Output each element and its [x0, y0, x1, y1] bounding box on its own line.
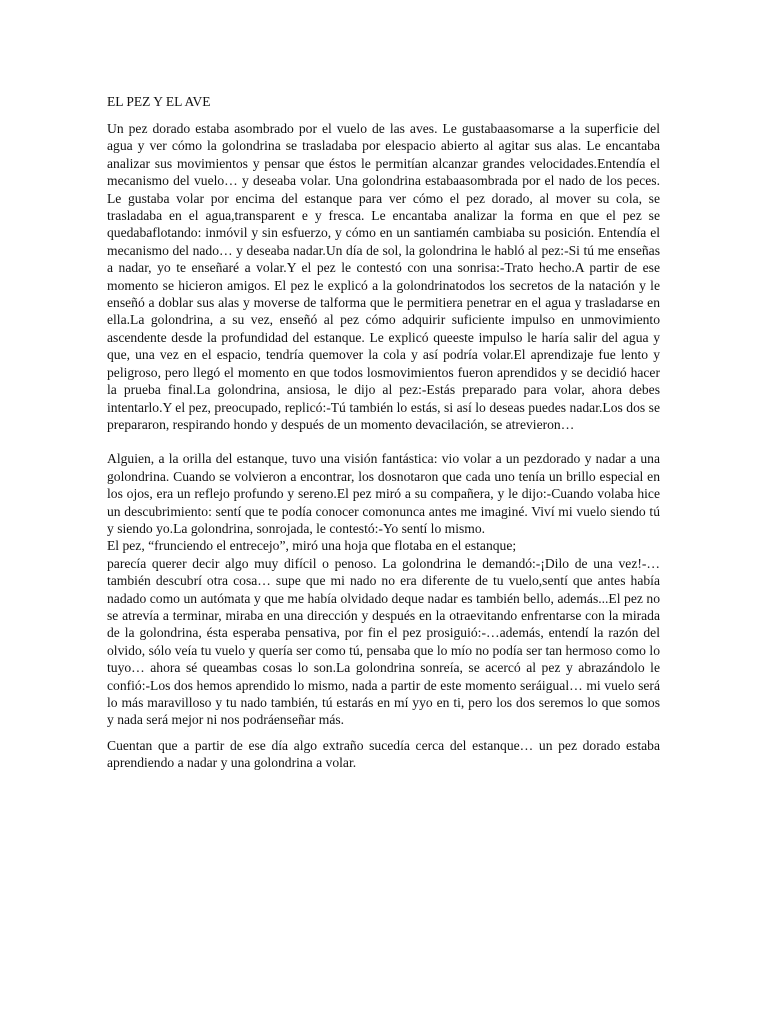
- paragraph-4: parecía querer decir algo muy difícil o penoso. La golondrina le demandó:-¡Dilo de una vez!-…también descubrí otra cosa… supe que mi nado no era diferente de tu vuelo,sentí que antes había nadado como un autómata y que me había olvidado deque nadar es también bello, además...El pez no se atrevía a terminar, miraba en una dirección y después en la otraevitando enfrentarse con la mirada de la golondrina, ésta esperaba pensativa, por fin el pez prosiguió:-…además, entendí la razón del olvido, sólo veía tu vuelo y quería ser como tú, pensaba que lo mío no podía ser tan hermoso como lo tuyo… ahora sé queambas cosas lo son.La golondrina sonreía, se acercó al pez y abrazándolo le confió:-Los dos hemos aprendido lo mismo, nada a partir de este momento seráigual… mi vuelo será lo más maravilloso y tu nado también, tú estarás en mí yyo en ti, pero los dos seremos lo que somos y nada será mejor ni nos podráenseñar más.: [107, 555, 660, 728]
- paragraph-3: El pez, “frunciendo el entrecejo”, miró una hoja que flotaba en el estanque;: [107, 538, 517, 554]
- paragraph-1: Un pez dorado estaba asombrado por el vuelo de las aves. Le gustabaasomarse a la superficie del agua y ver cómo la golondrina se trasladaba por elespacio abierto al agitar sus alas. Le encantaba analizar sus movimientos y pensar que éstos le permitían alcanzar grandes velocidades.Entendía el mecanismo del vuelo… y deseaba volar. Una golondrina estabaasombrada por el nado de los peces. Le gustaba volar por encima del estanque para ver cómo el pez dorado, al mover su cola, se trasladaba en el agua,transparent e y fresca. Le encantaba analizar la forma en que el pez se quedabaflotando: inmóvil y sin esfuerzo, y cómo en un santiamén cambiaba su posición. Entendía el mecanismo del nado… y deseaba nadar.Un día de sol, la golondrina le habló al pez:-Si tú me enseñas a nadar, yo te enseñaré a volar.Y el pez le contestó con una sonrisa:-Trato hecho.A partir de ese momento se hicieron amigos. El pez le explicó a la golondrinatodos los secretos de la natación y le enseñó a doblar sus alas y moverse de talforma que le permitiera penetrar en el agua y trasladarse en ella.La golondrina, a su vez, enseñó al pez cómo adquirir suficiente impulso en unmovimiento ascendente desde la profundidad del estanque. Le explicó queeste impulso le haría salir del agua y que, una vez en el espacio, tendría quemover la cola y así podría volar.El aprendizaje fue lento y peligroso, pero llegó el momento en que todos losmovimientos fueron aprendidos y se decidió hacer la prueba final.La golondrina, ansiosa, le dijo al pez:-Estás preparado para volar, ahora debes intentarlo.Y el pez, preocupado, replicó:-Tú también lo estás, si así lo deseas puedes nadar.Los dos se prepararon, respirando hondo y después de un momento devacilación, se atrevieron…: [107, 121, 660, 432]
- document-page: [107, 92, 660, 772]
- document-title: EL PEZ Y EL AVE: [107, 94, 211, 109]
- paragraph-2: Alguien, a la orilla del estanque, tuvo una visión fantástica: vio volar a un pezdorado y nadar a una golondrina. Cuando se volvieron a encontrar, los dosnotaron que cada uno tenía un brillo especial en los ojos, era un reflejo profundo y sereno.El pez miró a su compañera, y le dijo:-Cuando volaba hice un descubrimiento: sentí que te podía conocer comonunca antes me imaginé. Viví mi vuelo siendo tú y siendo yo.La golondrina, sonrojada, le contestó:-Yo sentí lo mismo.: [107, 451, 660, 536]
- paragraph-spacer: [107, 433, 660, 450]
- paragraph-spacer: [107, 729, 660, 737]
- paragraph-5: Cuentan que a partir de ese día algo extraño sucedía cerca del estanque… un pez dorado estaba aprendiendo a nadar y una golondrina a volar.: [107, 737, 660, 771]
